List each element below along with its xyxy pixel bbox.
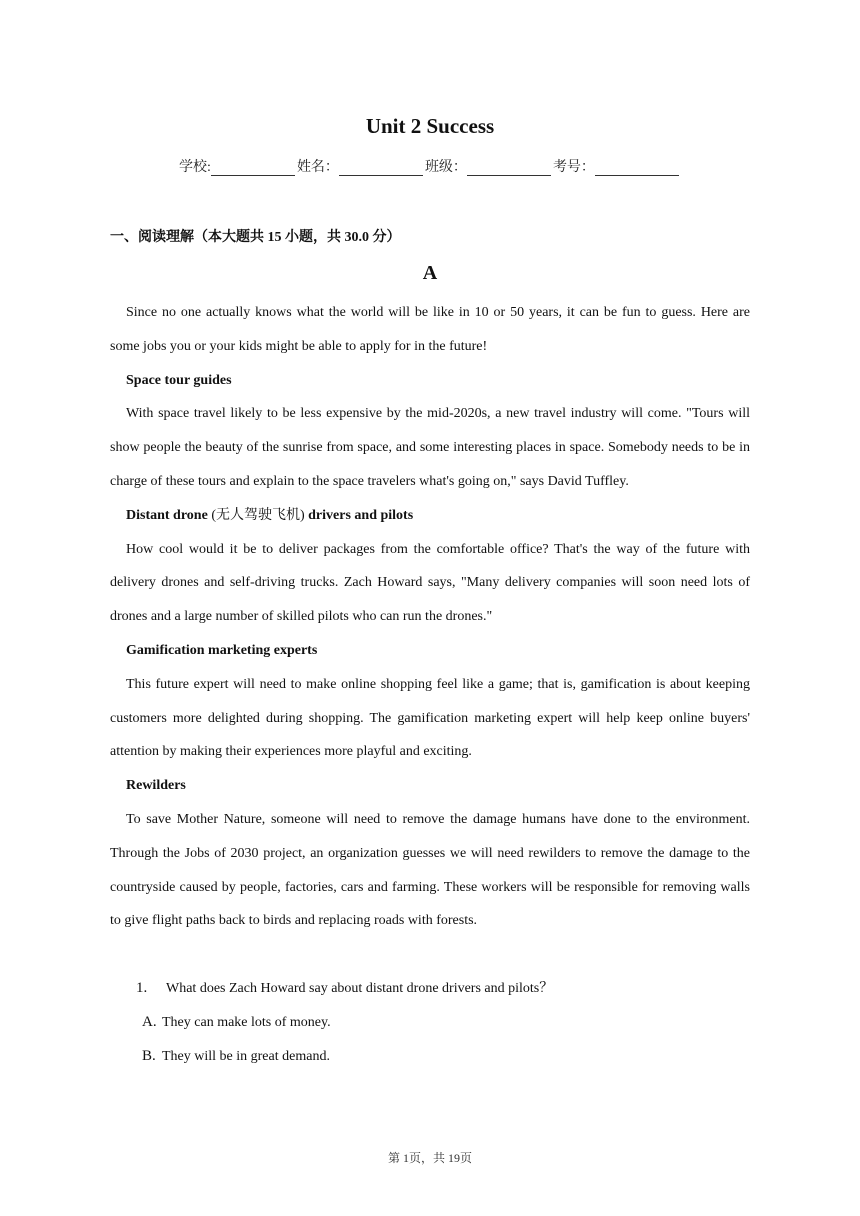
job-title-drone-part1: Distant drone bbox=[126, 507, 212, 523]
section-heading: 一、阅读理解（本大题共 15 小题，共 30.0 分） bbox=[110, 230, 401, 245]
exam-number-blank bbox=[595, 161, 679, 176]
page-title: Unit 2 Success bbox=[365, 114, 495, 138]
job-title-rewilders: Rewilders bbox=[126, 778, 186, 794]
question-text: What does Zach Howard say about distant drone drivers and pilots？ bbox=[166, 981, 554, 996]
class-blank bbox=[467, 161, 551, 176]
job-title-space-tour-guides: Space tour guides bbox=[126, 372, 232, 388]
question-1 bbox=[110, 972, 750, 1073]
job-text-space-tour-guides: With space travel likely to be less expensive by the mid-2020s, a new travel industry will come. "Tours will show people the beauty of the sunrise from space, and some interesting places in space. Somebody needs to be in charge of these tours and explain to the space travelers what's going on," says David Tuffley. bbox=[110, 406, 750, 489]
name-label: 姓名： bbox=[296, 160, 339, 175]
job-text-gamification: This future expert will need to make online shopping feel like a game; that is, gamification is about keeping customers more delighted during shopping. The gamification marketing expert will help keep online buyers' attention by making their experiences more playful and exciting. bbox=[110, 676, 750, 760]
page-footer: 第 1页，共 19页 bbox=[387, 1151, 472, 1165]
passage-intro: Since no one actually knows what the world will be like in 10 or 50 years, it can be fun to guess. Here are some jobs you or your kids might be able to apply for in the future! bbox=[110, 305, 750, 354]
exam-number-label: 考号： bbox=[552, 160, 595, 175]
option-a-text: They can make lots of money. bbox=[162, 1014, 331, 1030]
school-label: 学校: bbox=[179, 160, 211, 175]
job-title-gamification: Gamification marketing experts bbox=[126, 642, 318, 658]
option-b-letter: B. bbox=[142, 1047, 156, 1064]
reading-passage bbox=[110, 296, 750, 938]
option-b[interactable] bbox=[110, 1040, 750, 1074]
name-blank bbox=[339, 161, 423, 176]
student-info-line bbox=[0, 156, 860, 176]
school-blank bbox=[211, 161, 295, 176]
passage-letter: A bbox=[422, 262, 438, 284]
job-title-drone-pilots bbox=[110, 499, 750, 533]
question-number: 1. bbox=[136, 980, 148, 996]
question-stem bbox=[110, 972, 750, 1006]
option-b-text: They will be in great demand. bbox=[162, 1048, 330, 1064]
job-text-drone-pilots: How cool would it be to deliver packages from the comfortable office? That's the way of the future with delivery drones and self-driving trucks. Zach Howard says, "Many delivery companies will soon need lots of drones and a large number of skilled pilots who can run the drones." bbox=[110, 541, 750, 625]
job-title-drone-note: (无人驾驶飞机) bbox=[211, 507, 305, 523]
job-text-rewilders: To save Mother Nature, someone will need to remove the damage humans have done to the environment. Through the Jobs of 2030 project, an organization guesses we will need rewilders to remove the damage to the countryside caused by people, factories, cars and farming. These workers will be responsible for removing walls to give flight paths back to birds and replacing roads with forests. bbox=[110, 811, 750, 929]
job-title-drone-part2: drivers and pilots bbox=[304, 507, 414, 523]
class-label: 班级： bbox=[424, 160, 467, 175]
option-a-letter: A. bbox=[142, 1013, 157, 1030]
option-a[interactable] bbox=[110, 1006, 750, 1040]
